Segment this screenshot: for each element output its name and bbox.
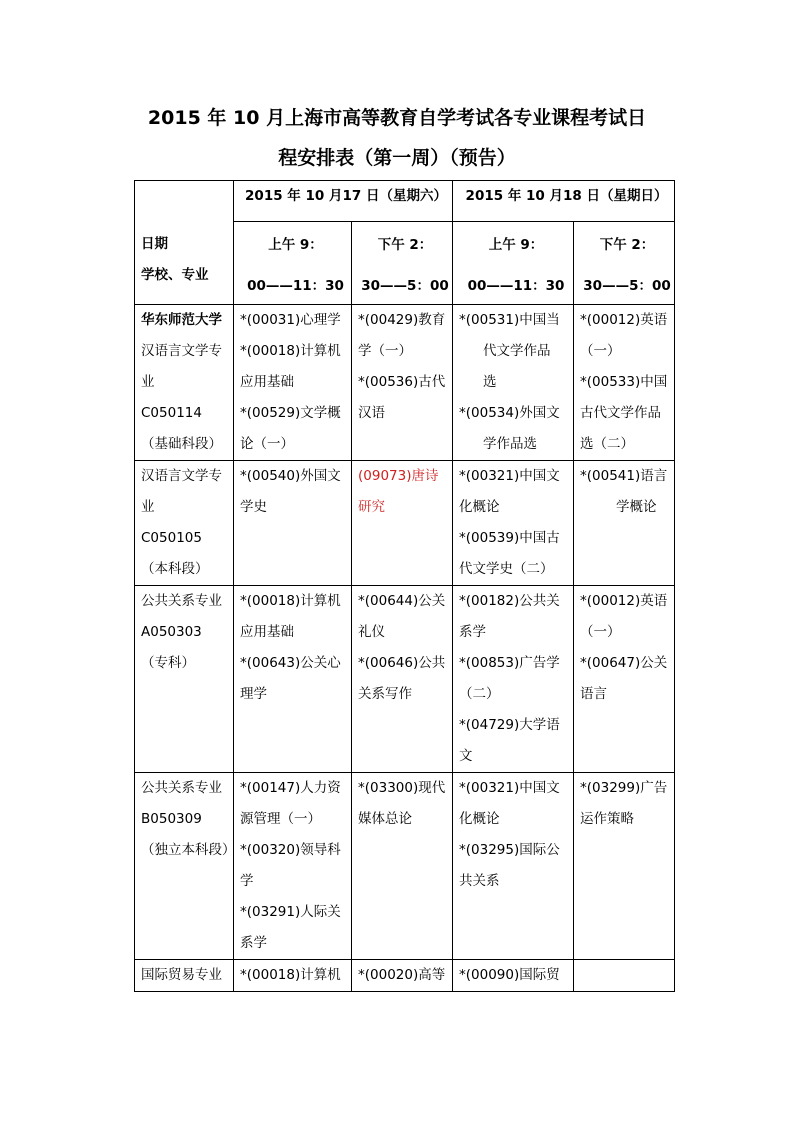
course-cell: *(00018)计算机 应用基础 *(00643)公关心 理学: [234, 586, 352, 773]
table-row: [135, 305, 675, 461]
slot-day1-morning: 上午 9： 00——11：30: [234, 222, 352, 305]
table-row: [135, 586, 675, 773]
course-cell: *(00531)中国当 代文学作品 选 *(00534)外国文 学作品选: [453, 305, 574, 461]
page-title-line2: 程安排表（第一周）（预告）: [278, 147, 516, 169]
course-cell: *(00018)计算机: [234, 960, 352, 992]
date-header-day1: 2015 年 10 月17 日（星期六）: [234, 181, 453, 222]
course-cell: *(00540)外国文 学史: [234, 461, 352, 586]
school-major-cell: 公共关系专业 A050303 （专科）: [135, 586, 234, 773]
school-major-cell: 华东师范大学 汉语言文学专 业 C050114 （基础科段）: [135, 305, 234, 461]
course-cell-highlighted: (09073)唐诗 研究: [352, 461, 453, 586]
course-cell: *(00429)教育 学（一） *(00536)古代 汉语: [352, 305, 453, 461]
course-cell: *(00031)心理学 *(00018)计算机 应用基础 *(00529)文学概 论（一）: [234, 305, 352, 461]
school-major-cell: 国际贸易专业: [135, 960, 234, 992]
course-cell: *(00321)中国文 化概论 *(03295)国际公 共关系: [453, 773, 574, 960]
table-row: [135, 960, 675, 992]
course-cell: *(00182)公共关 系学 *(00853)广告学 （二） *(04729)大学语 文: [453, 586, 574, 773]
header-corner: [135, 181, 234, 305]
school-major-cell: 公共关系专业 B050309 （独立本科段）: [135, 773, 234, 960]
course-cell: *(00541)语言 学概论: [574, 461, 675, 586]
corner-date-label: 日期: [141, 236, 168, 252]
course-cell: *(00090)国际贸: [453, 960, 574, 992]
course-cell: *(00012)英语 （一） *(00647)公关 语言: [574, 586, 675, 773]
course-cell: *(03300)现代 媒体总论: [352, 773, 453, 960]
table-row: [135, 773, 675, 960]
slot-day2-afternoon: 下午 2： 30——5：00: [574, 222, 675, 305]
page-title-line1: 2015 年 10 月上海市高等教育自学考试各专业课程考试日: [147, 107, 647, 129]
school-major-cell: 汉语言文学专 业 C050105 （本科段）: [135, 461, 234, 586]
course-cell: *(00012)英语 （一） *(00533)中国 古代文学作品 选（二）: [574, 305, 675, 461]
course-cell-empty: [574, 960, 675, 992]
corner-school-label: 学校、专业: [141, 267, 209, 283]
date-header-day2: 2015 年 10 月18 日（星期日）: [453, 181, 675, 222]
course-cell: *(00020)高等: [352, 960, 453, 992]
course-cell: *(00147)人力资 源管理（一） *(00320)领导科 学 *(03291)人际关 系学: [234, 773, 352, 960]
course-cell: *(00321)中国文 化概论 *(00539)中国古 代文学史（二）: [453, 461, 574, 586]
table-row: [135, 461, 675, 586]
slot-day1-afternoon: 下午 2： 30——5：00: [352, 222, 453, 305]
slot-day2-morning: 上午 9： 00——11：30: [453, 222, 574, 305]
course-cell: *(03299)广告 运作策略: [574, 773, 675, 960]
course-cell: *(00644)公关 礼仪 *(00646)公共 关系写作: [352, 586, 453, 773]
exam-schedule-table: [134, 180, 675, 992]
